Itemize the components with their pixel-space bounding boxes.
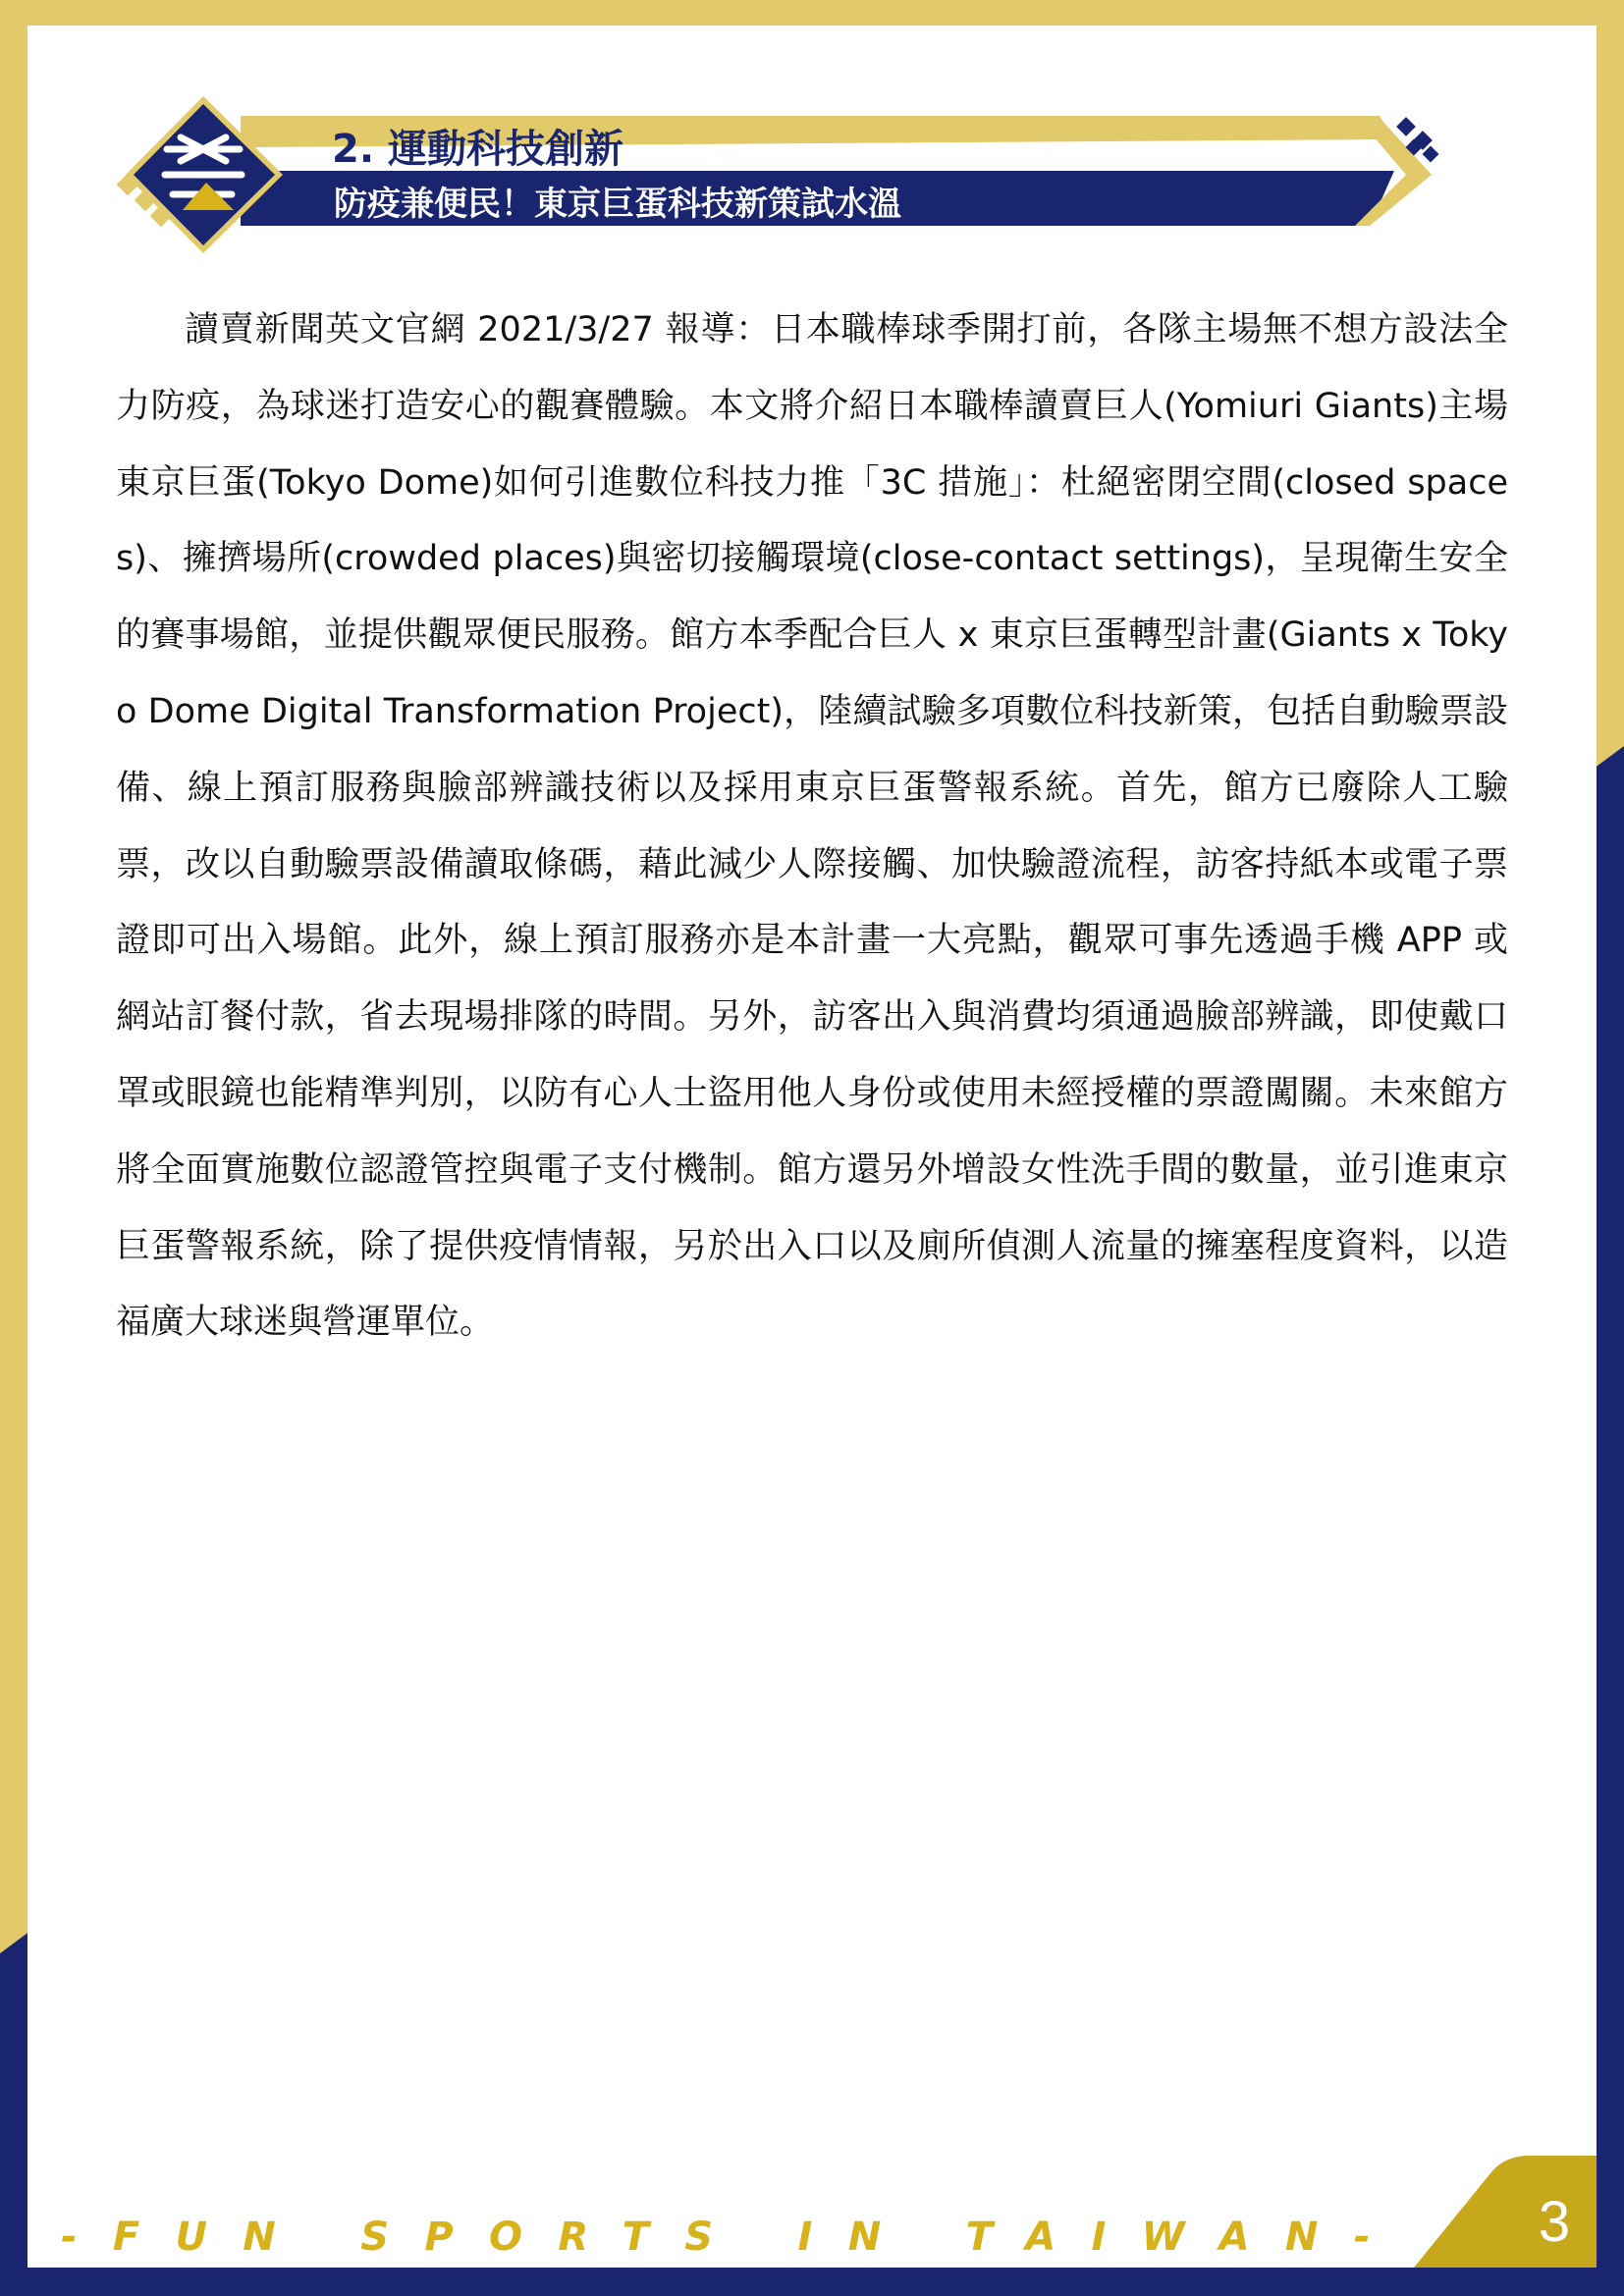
article-body: 讀賣新聞英文官網 2021/3/27 報導：日本職棒球季開打前，各隊主場無不想方設法全力防疫，為球迷打造安心的觀賽體驗。本文將介紹日本職棒讀賣巨人(Yomiuri Giants)主場東京巨蛋(Tokyo Dome)如何引進數位科技力推「3C 措施」：杜絕密閉空間(closed spaces)、擁擠場所(crowded places)與密切接觸環境(close-contact settings)，呈現衛生安全的賽事場館，並提供觀眾便民服務。館方本季配合巨人 x 東京巨蛋轉型計畫(Giants x Tokyo Dome Digital Transformation Project)，陸續試驗多項數位科技新策，包括自動驗票設備、線上預訂服務與臉部辨識技術以及採用東京巨蛋警報系統。首先，館方已廢除人工驗票，改以自動驗票設備讀取條碼，藉此減少人際接觸、加快驗證流程，訪客持紙本或電子票證即可出入場館。此外，線上預訂服務亦是本計畫一大亮點，觀眾可事先透過手機 APP 或網站訂餐付款，省去現場排隊的時間。另外，訪客出入與消費均須通過臉部辨識，即使戴口罩或眼鏡也能精準判別，以防有心人士盜用他人身份或使用未經授權的票證闖關。未來館方將全面實施數位認證管控與電子支付機制。館方還另外增設女性洗手間的數量，並引進東京巨蛋警報系統，除了提供疫情情報，另於出入口以及廁所偵測人流量的擁塞程度資料，以造福廣大球迷與營運單位。 — [116, 310, 1508, 1343]
footer-tagline: -FUN SPORTS IN TAIWAN- — [61, 2215, 1406, 2260]
section-title: 2. 運動科技創新 — [332, 127, 623, 172]
page-number: 3 — [1538, 2190, 1571, 2254]
article-subtitle: 防疫兼便民！東京巨蛋科技新策試水溫 — [334, 185, 901, 224]
